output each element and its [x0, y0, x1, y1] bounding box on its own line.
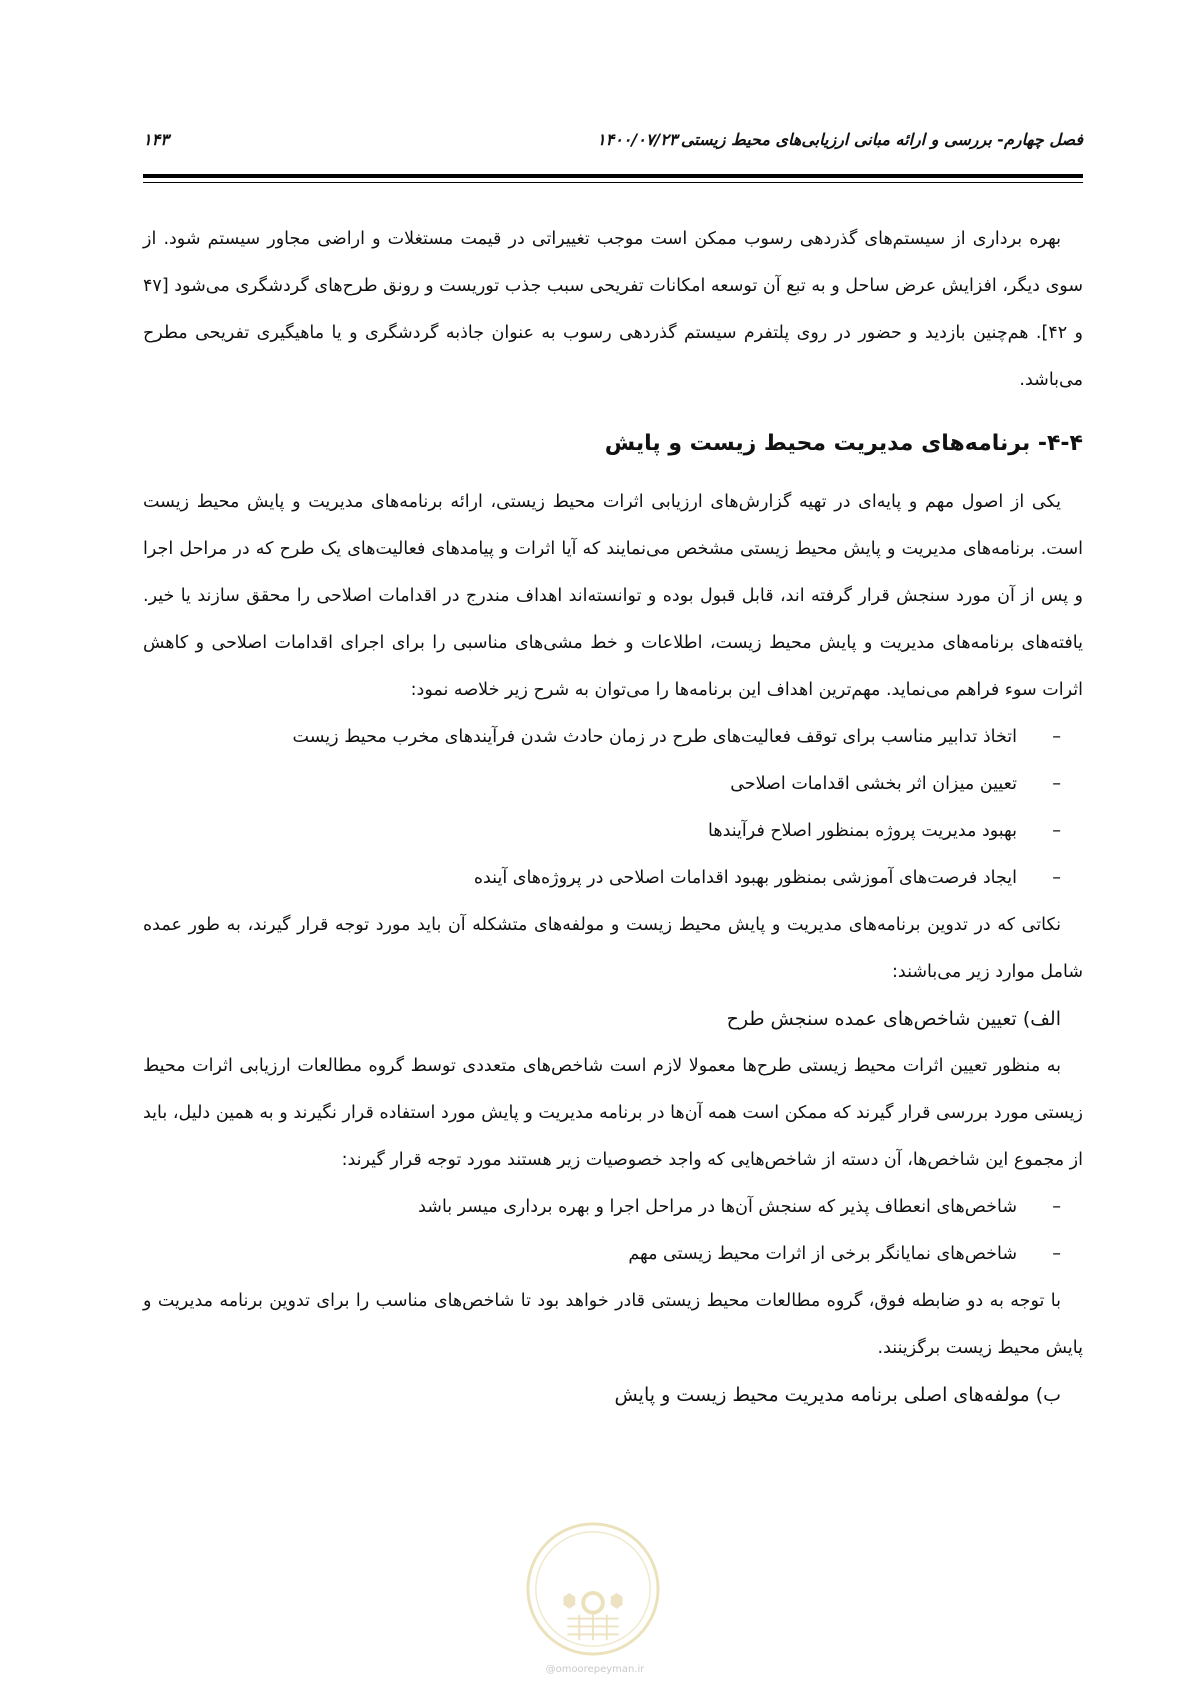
- watermark-gear-left: [563, 1593, 575, 1609]
- watermark-grid: [567, 1615, 618, 1641]
- list-item: [143, 761, 1061, 808]
- criteria-list: [143, 1184, 1083, 1278]
- list-item: [143, 855, 1061, 902]
- dash-bullet: –: [1052, 774, 1061, 794]
- section-heading: ۴-۴- برنامه‌های مدیریت محیط زیست و پایش: [604, 431, 1083, 456]
- header-rule-thin: [143, 182, 1083, 183]
- list-item-text: شاخص‌های نمایانگر برخی از اثرات محیط زیستی مهم: [628, 1244, 1017, 1264]
- list-item-text: تعیین میزان اثر بخشی اقدامات اصلاحی: [730, 774, 1017, 794]
- dash-bullet: –: [1052, 1197, 1061, 1217]
- goals-list: [143, 714, 1083, 902]
- page-number: ۱۴۳: [143, 130, 169, 149]
- watermark-center-gear: [583, 1593, 603, 1613]
- list-item-text: اتخاذ تدابیر مناسب برای توقف فعالیت‌های طرح در زمان حادث شدن فرآیندهای مخرب محیط زیست: [292, 727, 1017, 747]
- paragraph-conclusion: با توجه به دو ضابطه فوق، گروه مطالعات محیط زیستی قادر خواهد بود تا شاخص‌های مناسب را برای تدوین برنامه مدیریت و پایش محیط زیست برگزینند.: [143, 1291, 1083, 1358]
- list-item: [143, 1231, 1061, 1278]
- watermark-site: @omoorepeyman.ir: [545, 1664, 645, 1675]
- paragraph-monitoring-intro: یکی از اصول مهم و پایه‌ای در تهیه گزارش‌های ارزیابی اثرات محیط زیستی، ارائه برنامه‌های مدیریت و پایش محیط زیست است. برنامه‌های مدیریت و پایش محیط زیستی مشخص می‌نمایند که آیا اثرات و پیامدهای فعالیت‌های یک طرح که در مراحل اجرا و پس از آن مورد سنجش قرار گرفته اند، قابل قبول بوده و توانسته‌اند اهداف مندرج در اقدامات اصلاحی را محقق سازند یا خیر. یافته‌های برنامه‌های مدیریت و پایش محیط زیست، اطلاعات و خط مشی‌های مناسبی را برای اجرای اقدامات اصلاحی و کاهش اثرات سوء فراهم می‌نماید. مهم‌ترین اهداف این برنامه‌ها را می‌توان به شرح زیر خلاصه نمود:: [143, 492, 1083, 700]
- page-content: [143, 216, 1083, 1419]
- page-header: [143, 126, 1083, 156]
- list-item-text: ایجاد فرصت‌های آموزشی بمنظور بهبود اقدامات اصلاحی در پروژه‌های آینده: [473, 868, 1017, 888]
- list-item: [143, 808, 1061, 855]
- list-item: [143, 714, 1061, 761]
- dash-bullet: –: [1052, 1244, 1061, 1264]
- list-item-text: بهبود مدیریت پروژه بمنظور اصلاح فرآیندها: [708, 821, 1017, 841]
- dash-bullet: –: [1052, 821, 1061, 841]
- dash-bullet: –: [1052, 727, 1061, 747]
- subheading-b: ب) مولفه‌های اصلی برنامه مدیریت محیط زیست و پایش: [614, 1384, 1061, 1406]
- paragraph-indicators: به منظور تعیین اثرات محیط زیستی طرح‌ها معمولا لازم است شاخص‌های متعددی توسط گروه مطالعات ارزیابی اثرات محیط زیستی مورد بررسی قرار گیرند که ممکن است همه آن‌ها در برنامه مدیریت و پایش مورد استفاده قرار نگیرند و به همین دلیل، باید از مجموع این شاخص‌ها، آن دسته از شاخص‌هایی که واجد خصوصیات زیر هستند مورد توجه قرار گیرند:: [143, 1056, 1083, 1170]
- list-item-text: شاخص‌های انعطاف پذیر که سنجش آن‌ها در مراحل اجرا و بهره برداری میسر باشد: [418, 1197, 1017, 1217]
- list-item: [143, 1184, 1061, 1231]
- paragraph-considerations: نکاتی که در تدوین برنامه‌های مدیریت و پایش محیط زیست و مولفه‌های متشکله آن باید مورد توجه قرار گیرند، به طور عمده شامل موارد زیر می‌باشند:: [143, 915, 1083, 982]
- subheading-a: الف) تعیین شاخص‌های عمده سنجش طرح: [726, 1008, 1061, 1030]
- watermark-logo-icon: [524, 1520, 662, 1658]
- chapter-title: فصل چهارم- بررسی و ارائه مبانی ارزیابی‌های محیط زیستی: [680, 130, 1083, 149]
- header-rule-thick: [143, 174, 1083, 178]
- dash-bullet: –: [1052, 868, 1061, 888]
- watermark-gear-right: [611, 1593, 623, 1609]
- header-date: ۱۴۰۰/۰۷/۲۳: [597, 130, 678, 149]
- intro-paragraph: بهره برداری از سیستم‌های گذردهی رسوب ممکن است موجب تغییراتی در قیمت مستغلات و اراضی مجاور سیستم شود. از سوی دیگر، افزایش عرض ساحل و به تبع آن توسعه امکانات تفریحی سبب جذب توریست و رونق طرح‌های گردشگری می‌شود [۴۷ و ۴۲]. هم‌چنین بازدید و حضور در روی پلتفرم سیستم گذردهی رسوب به عنوان جاذبه گردشگری و یا ماهیگیری تفریحی مطرح می‌باشد.: [143, 229, 1083, 390]
